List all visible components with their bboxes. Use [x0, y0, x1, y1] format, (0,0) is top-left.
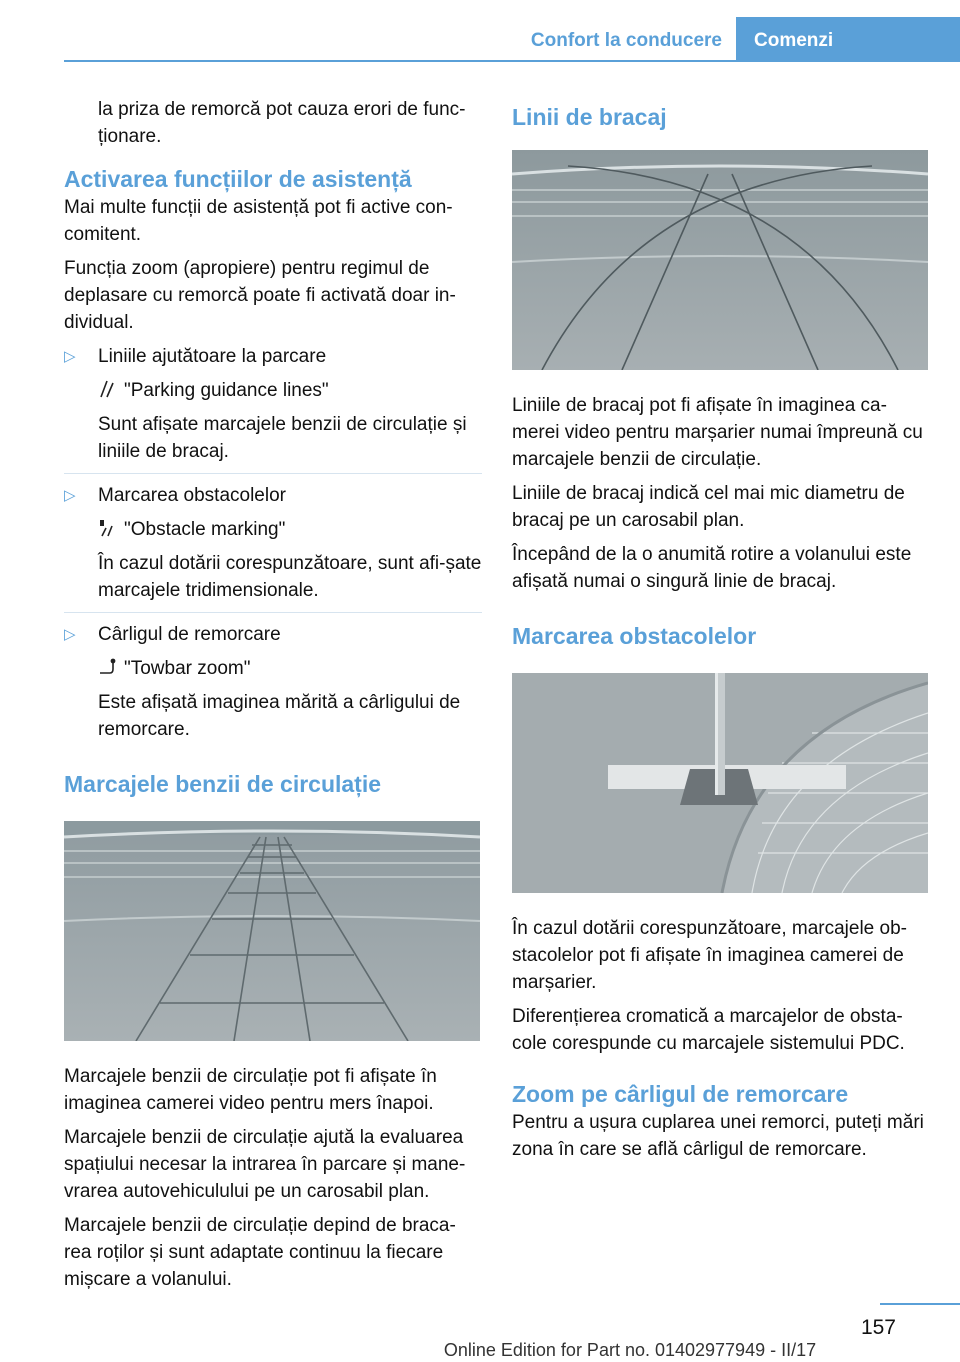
- obstacle-marking-image: [512, 673, 928, 893]
- heading-marcarea-obstacolelor: Marcarea obstacolelor: [512, 623, 757, 649]
- paragraph: Mai multe funcții de asistență pot fi active con-comitent.: [64, 197, 453, 245]
- paragraph: Liniile de bracaj pot fi afișate în imaginea ca-merei video pentru marșarier numai împreună cu marcajele benzii de circulație.: [512, 395, 923, 470]
- obstacle-marking-icon: [98, 518, 116, 538]
- towbar-icon: [98, 657, 116, 677]
- list-item-label: "Obstacle marking": [124, 519, 286, 540]
- turning-lines-image: [512, 150, 928, 370]
- left-column: [64, 96, 482, 1300]
- list-item-desc: Este afișată imaginea mărită a cârligului de remorcare.: [98, 692, 461, 740]
- bullet-arrow-icon: ▷: [64, 626, 76, 643]
- list-item: [64, 621, 482, 743]
- heading-zoom-carlig: Zoom pe cârligul de remorcare: [512, 1081, 849, 1107]
- header-chapter-tab: Comenzi: [736, 17, 960, 62]
- list-item-title: Cârligul de remorcare: [98, 624, 281, 645]
- paragraph: Marcajele benzii de circulație ajută la evaluarea spațiului necesar la intrarea în parcare și mane-vrarea autovehiculului pe un carosabil plan.: [64, 1127, 466, 1202]
- list-item-title: Liniile ajutătoare la parcare: [98, 346, 327, 367]
- bullet-arrow-icon: ▷: [64, 348, 76, 365]
- divider: [64, 612, 482, 613]
- parking-guidance-icon: [98, 379, 116, 399]
- lane-markings-image: [64, 821, 480, 1041]
- heading-marcaje: Marcajele benzii de circulație: [64, 771, 382, 797]
- assist-function-list: [64, 343, 482, 743]
- list-item: [64, 343, 482, 465]
- list-item-desc: În cazul dotării corespunzătoare, sunt afi-șate marcajele tridimensionale.: [98, 553, 482, 601]
- paragraph: Marcajele benzii de circulație pot fi afișate în imaginea camerei video pentru mers înapoi.: [64, 1066, 437, 1114]
- paragraph: Pentru a ușura cuplarea unei remorci, puteți mări zona în care se află cârligul de remorcare.: [512, 1112, 924, 1160]
- paragraph: Începând de la o anumită rotire a volanului este afișată numai o singură linie de bracaj.: [512, 544, 912, 592]
- list-item-label: "Towbar zoom": [124, 658, 251, 679]
- footer-edition: Online Edition for Part no. 01402977949 - II/17: [443, 1340, 817, 1360]
- bullet-arrow-icon: ▷: [64, 487, 76, 504]
- paragraph: Liniile de bracaj indică cel mai mic diametru de bracaj pe un carosabil plan.: [512, 483, 905, 531]
- divider: [64, 473, 482, 474]
- paragraph: Diferențierea cromatică a marcajelor de obsta-cole corespunde cu marcajele sistemului PDC.: [512, 1006, 905, 1054]
- right-column: [512, 96, 928, 1170]
- footer-rule: [880, 1303, 960, 1305]
- list-item-label: "Parking guidance lines": [124, 380, 329, 401]
- heading-linii-bracaj: Linii de bracaj: [512, 104, 667, 130]
- header-section-title: Confort la conducere: [530, 30, 722, 51]
- list-item-title: Marcarea obstacolelor: [98, 485, 286, 506]
- intro-text: la priza de remorcă pot cauza erori de func-ționare.: [98, 99, 466, 147]
- header-rule: [64, 60, 960, 62]
- heading-activare: Activarea funcțiilor de asistență: [64, 166, 412, 192]
- list-item: [64, 482, 482, 604]
- page-number: 157: [860, 1316, 896, 1339]
- paragraph: Marcajele benzii de circulație depind de braca-rea roților și sunt adaptate continuu la fiecare mișcare a volanului.: [64, 1215, 456, 1290]
- list-item-desc: Sunt afișate marcajele benzii de circulație și liniile de bracaj.: [98, 414, 467, 462]
- paragraph: Funcția zoom (apropiere) pentru regimul de deplasare cu remorcă poate fi activată doar in-dividual.: [64, 258, 456, 333]
- paragraph: În cazul dotării corespunzătoare, marcajele ob-stacolelor pot fi afișate în imaginea camerei de marșarier.: [512, 918, 907, 993]
